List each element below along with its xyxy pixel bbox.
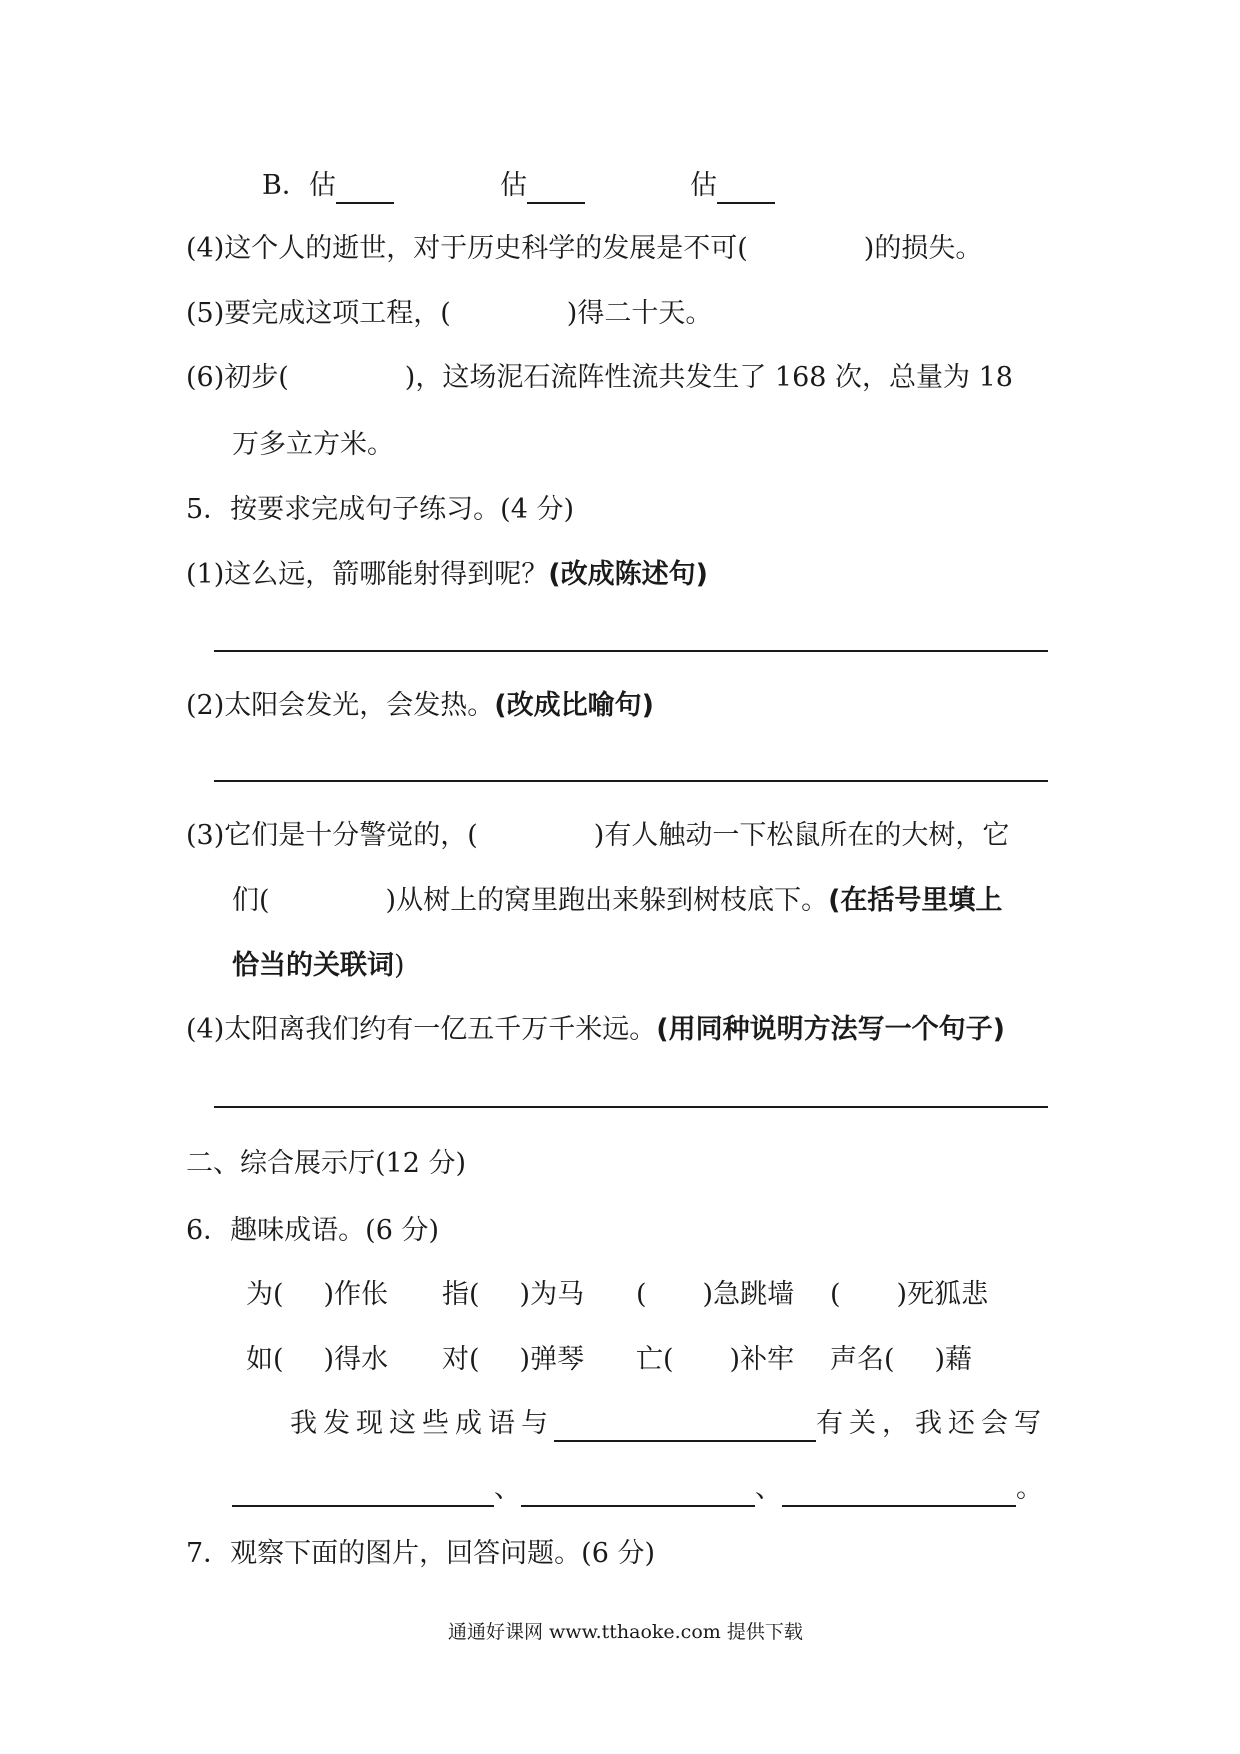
item5-text-b: )得二十天。 <box>566 298 713 329</box>
finding-blank[interactable] <box>554 1412 816 1442</box>
s3-close-paren: ) <box>394 950 405 981</box>
idiom-4-b: )死狐悲 <box>896 1279 989 1310</box>
write-end: 。 <box>1016 1473 1043 1504</box>
s3-text-d: )从树上的窝里跑出来躲到树枝底下。 <box>385 885 829 916</box>
section2-title: 二、综合展示厅(12 分) <box>186 1148 467 1179</box>
write-blank-2[interactable] <box>521 1477 755 1507</box>
s3-requirement-2: 恰当的关联词 <box>232 950 394 981</box>
q5-title <box>186 492 574 528</box>
idiom-8 <box>830 1342 972 1378</box>
idiom-3-a: ( <box>636 1279 647 1310</box>
s4-requirement: (用同种说明方法写一个句子) <box>656 1014 1005 1045</box>
idiom-1-b: )作伥 <box>323 1279 389 1310</box>
idiom-8-a: 声名( <box>830 1344 895 1375</box>
s3-text-a: (3)它们是十分警觉的，( <box>186 820 478 851</box>
q3b-blank-3[interactable] <box>717 174 775 204</box>
s1-requirement: (改成陈述句) <box>548 559 708 590</box>
q3b-label: B．估 <box>262 170 336 201</box>
s4-text: (4)太阳离我们约有一亿五千万千米远。 <box>186 1014 657 1045</box>
q5-sentence-3-line3 <box>232 948 405 984</box>
q5-title-text: 5．按要求完成句子练习。(4 分) <box>186 494 575 525</box>
write-blank-1[interactable] <box>232 1477 494 1507</box>
s3-text-c: 们( <box>232 885 270 916</box>
q5-sentence-3-line1 <box>186 818 1009 854</box>
write-blank-3[interactable] <box>782 1477 1016 1507</box>
s2-text: (2)太阳会发光，会发热。 <box>186 690 495 721</box>
q3b-word-3-text: 估 <box>690 170 717 201</box>
q4-item-4 <box>186 231 982 267</box>
idiom-3-b: )急跳墙 <box>702 1279 795 1310</box>
idiom-3 <box>636 1277 794 1313</box>
q5-sentence-1 <box>186 557 708 593</box>
item4-text-b: )的损失。 <box>863 233 983 264</box>
idiom-6 <box>442 1342 584 1378</box>
idiom-4 <box>830 1277 988 1313</box>
q3b-blank-2[interactable] <box>527 174 585 204</box>
idiom-2-b: )为马 <box>519 1279 585 1310</box>
idiom-2-a: 指( <box>442 1279 480 1310</box>
item6-text-b: )，这场泥石流阵性流共发生了 168 次，总量为 18 <box>404 362 1013 393</box>
q7-title-text: 7．观察下面的图片，回答问题。(6 分) <box>186 1538 656 1569</box>
s3-text-b: )有人触动一下松鼠所在的大树，它 <box>593 820 1010 851</box>
finding-text-b: 有关，我还会写 <box>816 1408 1047 1439</box>
idiom-1 <box>246 1277 388 1313</box>
q5-sentence-3-line2 <box>232 883 1002 919</box>
footer-watermark: 通通好课网 www.tthaoke.com 提供下载 <box>448 1621 803 1643</box>
q4-item-5 <box>186 296 712 332</box>
write-separator-2: 、 <box>755 1473 782 1504</box>
idiom-5-b: )得水 <box>323 1344 389 1375</box>
idiom-5 <box>246 1342 388 1378</box>
q6-finding-line <box>290 1406 1047 1442</box>
idiom-7-a: 亡( <box>636 1344 674 1375</box>
idiom-4-a: ( <box>830 1279 841 1310</box>
s1-text: (1)这么远，箭哪能射得到呢？ <box>186 559 549 590</box>
q6-write-line <box>232 1471 1043 1507</box>
q5-sentence-4 <box>186 1012 1005 1048</box>
idiom-1-a: 为( <box>246 1279 284 1310</box>
q3b-word-2-text: 估 <box>500 170 527 201</box>
idiom-7-b: )补牢 <box>729 1344 795 1375</box>
q3b-word-3 <box>690 168 775 204</box>
q3b-word-2 <box>500 168 585 204</box>
idiom-6-b: )弹琴 <box>519 1344 585 1375</box>
q7-title <box>186 1536 655 1572</box>
s4-answer-line[interactable] <box>214 1106 1048 1108</box>
idiom-2 <box>442 1277 584 1313</box>
s2-requirement: (改成比喻句) <box>494 690 654 721</box>
idiom-6-a: 对( <box>442 1344 480 1375</box>
idiom-8-b: )藉 <box>934 1344 973 1375</box>
item4-text-a: (4)这个人的逝世，对于历史科学的发展是不可( <box>186 233 748 264</box>
q3-option-b <box>262 168 394 204</box>
s3-requirement-1: (在括号里填上 <box>828 885 1003 916</box>
q3b-blank-1[interactable] <box>336 174 394 204</box>
s2-answer-line[interactable] <box>214 780 1048 782</box>
item6-continuation: 万多立方米。 <box>232 429 394 460</box>
q6-title-text: 6．趣味成语。(6 分) <box>186 1215 440 1246</box>
q6-title <box>186 1213 439 1249</box>
write-separator-1: 、 <box>494 1473 521 1504</box>
idiom-5-a: 如( <box>246 1344 284 1375</box>
s1-answer-line[interactable] <box>214 650 1048 652</box>
finding-text-a: 我发现这些成语与 <box>290 1408 554 1439</box>
item5-text-a: (5)要完成这项工程，( <box>186 298 451 329</box>
item6-text-a: (6)初步( <box>186 362 289 393</box>
idiom-7 <box>636 1342 794 1378</box>
q5-sentence-2 <box>186 688 654 724</box>
q4-item-6 <box>186 360 1013 396</box>
